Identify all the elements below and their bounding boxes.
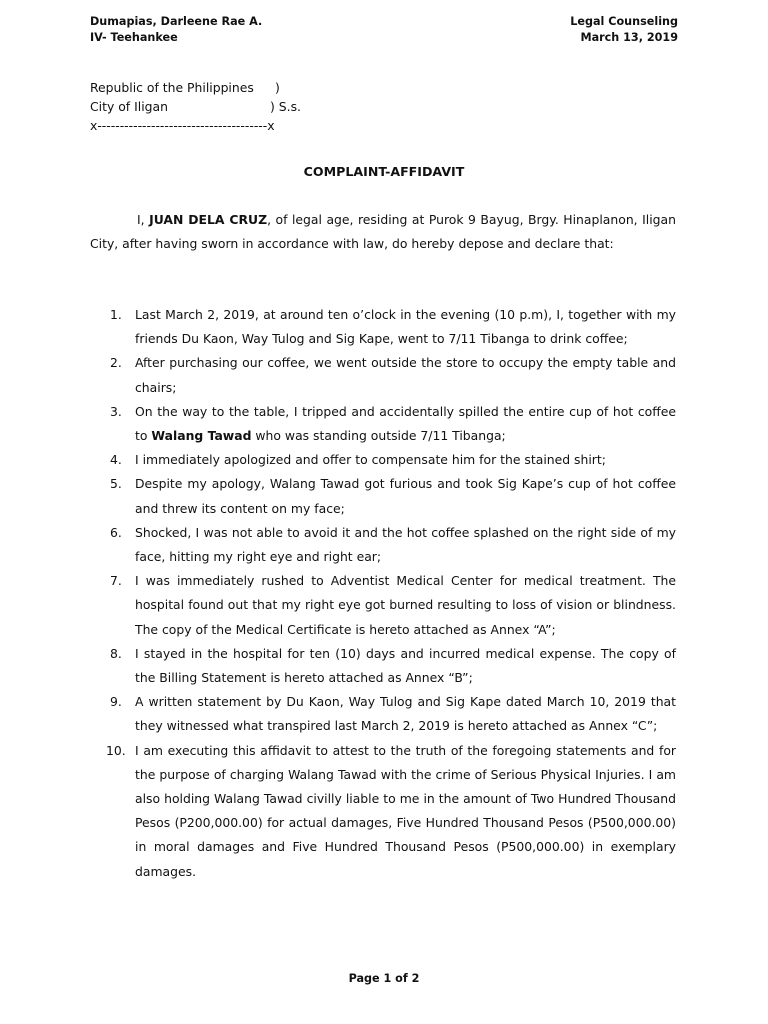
list-item xyxy=(90,303,676,351)
venue-country-paren: ) xyxy=(275,80,280,95)
venue-country-line xyxy=(90,78,390,97)
list-item xyxy=(90,351,676,399)
list-item xyxy=(90,569,676,642)
item-text: I am executing this affidavit to attest to the truth of the foregoing statements and for the purpose of charging Walang Tawad with the crime of Serious Physical Injuries. I am also holding Walang Tawad civilly liable to me in the amount of Two Hundred Thousand Pesos (P200,000.00) for actual damages, Five Hundred Thousand Pesos (P500,000.00) in moral damages and Five Hundred Thousand Pesos (P500,000.00) in exemplary damages. xyxy=(135,742,676,879)
list-item xyxy=(90,521,676,569)
item-text: I immediately apologized and offer to compensate him for the stained shirt; xyxy=(135,452,606,468)
item-text: Last March 2, 2019, at around ten o’clock in the evening (10 p.m), I, together with my friends Du Kaon, Way Tulog and Sig Kape, went to 7/11 Tibanga to drink coffee; xyxy=(135,307,676,347)
item-text: On the way to the table, I tripped and accidentally spilled the entire cup of hot coffee to xyxy=(135,403,676,444)
item-number: 4. xyxy=(110,452,122,468)
list-item xyxy=(90,642,676,690)
venue-block xyxy=(90,78,390,135)
document-title: COMPLAINT-AFFIDAVIT xyxy=(303,164,465,179)
venue-city-line xyxy=(90,97,390,116)
item-number: 10. xyxy=(106,742,126,758)
item-text: I stayed in the hospital for ten (10) days and incurred medical expense. The copy of the Billing Statement is hereto attached as Annex “B”; xyxy=(135,645,676,686)
item-text: Shocked, I was not able to avoid it and the hot coffee splashed on the right side of my face, hitting my right eye and right ear; xyxy=(135,524,676,565)
venue-city-paren: ) S.s. xyxy=(270,99,301,114)
header-left xyxy=(90,14,262,45)
intro-text: , of legal age, residing at Purok 9 Bayug, Brgy. Hinaplanon, Iligan City, after having sworn in accordance with law, do hereby depose and declare that: xyxy=(90,212,676,252)
item-text: Despite my apology, Walang Tawad got furious and took Sig Kape’s cup of hot coffee and threw its content on my face; xyxy=(135,476,676,516)
author-section: IV- Teehankee xyxy=(90,30,178,44)
item-number: 1. xyxy=(110,307,122,322)
item-text: A written statement by Du Kaon, Way Tulog and Sig Kape dated March 10, 2019 that they witnessed what transpired last March 2, 2019 is hereto attached as Annex “C”; xyxy=(135,694,676,734)
intro-paragraph xyxy=(90,208,676,256)
affiant-name: JUAN DELA CRUZ xyxy=(149,212,268,227)
list-item xyxy=(90,400,676,448)
venue-city: City of Iligan xyxy=(90,99,168,114)
author-name: Dumapias, Darleene Rae A. xyxy=(90,15,263,28)
allegations-list xyxy=(90,303,676,884)
item-number: 5. xyxy=(110,476,122,492)
item-number: 2. xyxy=(110,355,122,371)
intro-prefix: I, xyxy=(137,212,150,227)
venue-country: Republic of the Philippines xyxy=(90,80,254,95)
header-right xyxy=(570,14,678,45)
item-number: 3. xyxy=(110,403,122,419)
course-name: Legal Counseling xyxy=(570,15,678,28)
item-number: 8. xyxy=(110,645,122,661)
venue-divider: x--------------------------------------x xyxy=(90,118,275,133)
respondent-name: Walang Tawad xyxy=(151,428,252,444)
item-number: 7. xyxy=(110,573,122,589)
page-number: Page 1 of 2 xyxy=(348,972,420,985)
list-item xyxy=(90,472,676,520)
document-date: March 13, 2019 xyxy=(580,30,678,44)
list-item xyxy=(90,448,676,472)
item-number: 9. xyxy=(110,694,122,710)
item-number: 6. xyxy=(110,524,122,540)
list-item xyxy=(90,690,676,738)
item-text-end: who was standing outside 7/11 Tibanga; xyxy=(251,428,506,444)
item-text: I was immediately rushed to Adventist Medical Center for medical treatment. The hospital found out that my right eye got burned resulting to loss of vision or blindness. The copy of the Medical Certificate is hereto attached as Annex “A”; xyxy=(135,573,676,637)
item-text: After purchasing our coffee, we went outside the store to occupy the empty table and chairs; xyxy=(135,355,676,395)
list-item xyxy=(90,739,676,884)
